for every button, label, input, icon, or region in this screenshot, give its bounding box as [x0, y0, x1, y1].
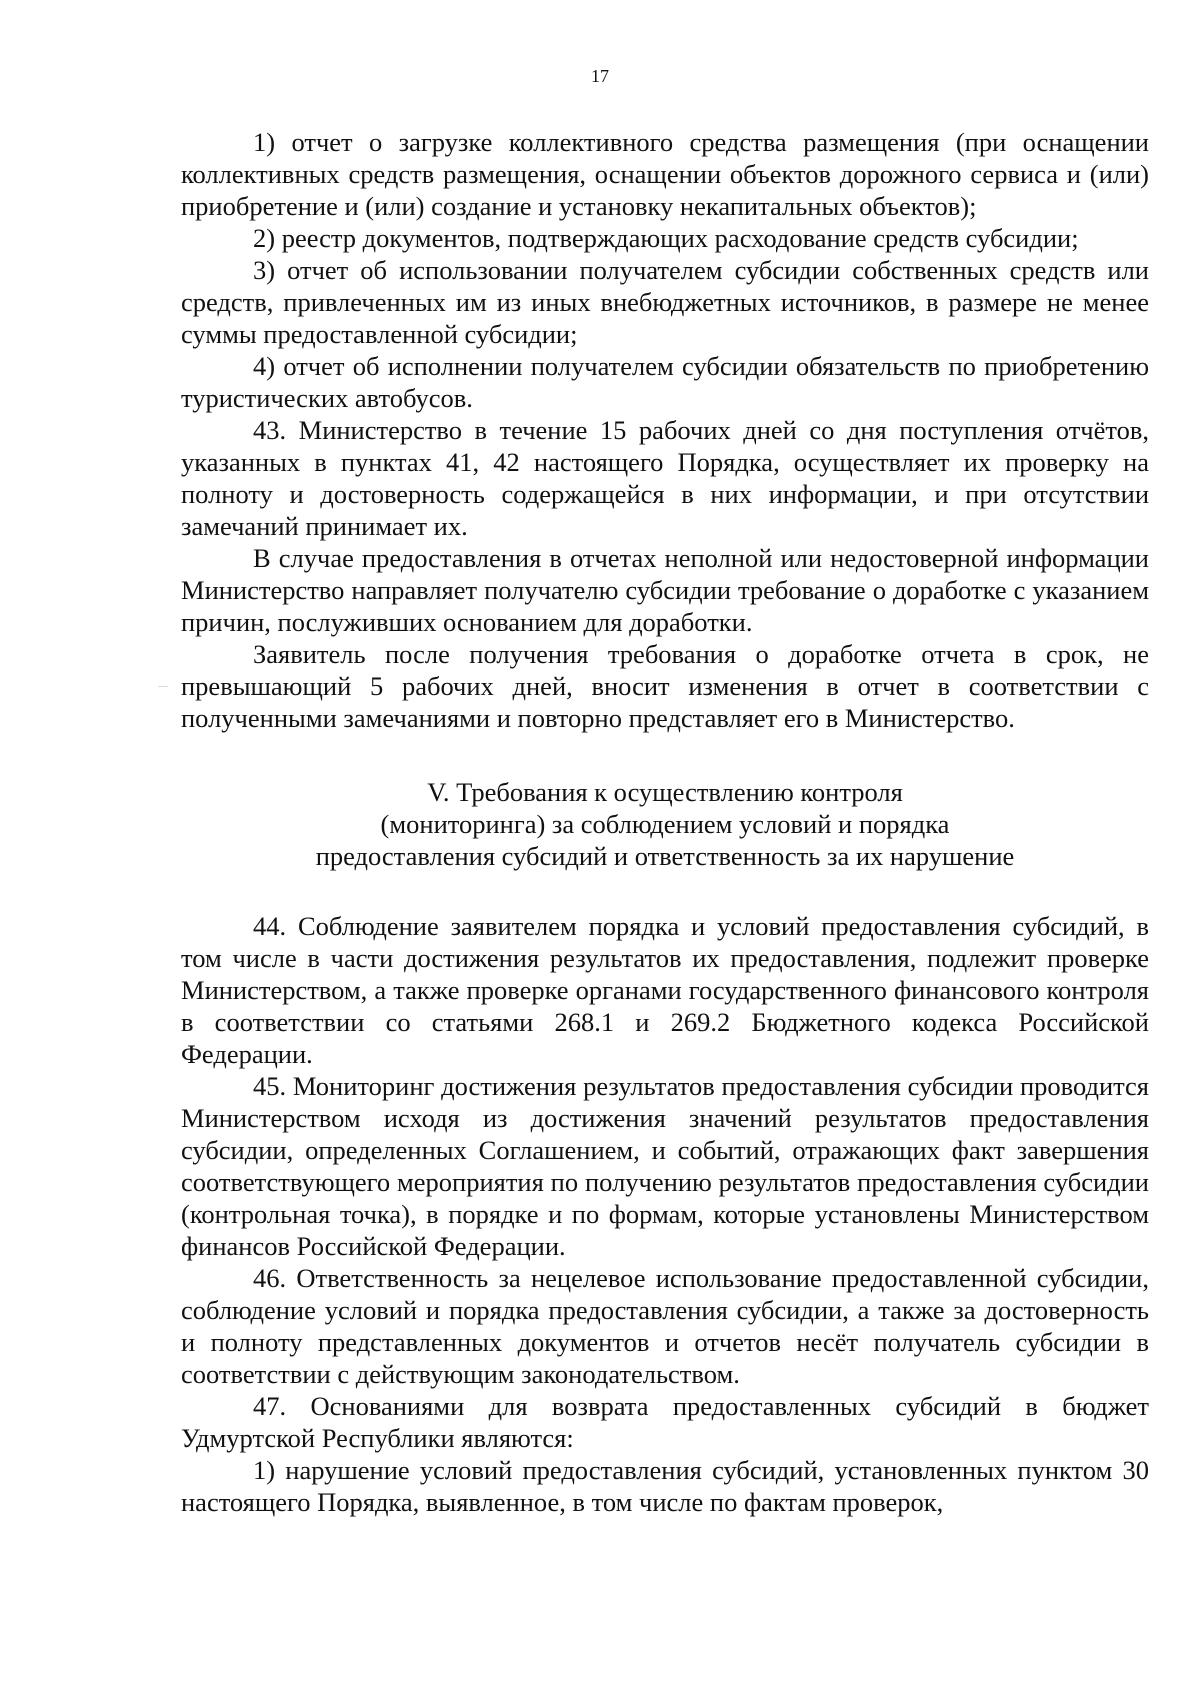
paragraph-46: 46. Ответственность за нецелевое использование предоставленной субсидии, соблюдение условий и порядка предоставления субсидии, а также за достоверность и полноту представленных документов и отчетов несёт получатель субсидии в соответствии с действующим законодательством. — [181, 1263, 1149, 1389]
paragraph-report-buses: 4) отчет об исполнении получателем субсидии обязательств по приобретению туристических автобусов. — [181, 351, 1149, 413]
document-body — [181, 126, 1149, 1518]
section-heading-line-3: предоставления субсидий и ответственность за их нарушение — [315, 841, 1015, 871]
section-heading-line-2: (мониторинга) за соблюдением условий и порядка — [380, 809, 950, 839]
paragraph-43-revision: Заявитель после получения требования о доработке отчета в срок, не превышающий 5 рабочих дней, вносит изменения в отчет в соответствии с полученными замечаниями и повторно представляет его в Министерство. — [181, 639, 1149, 733]
paragraph-45: 45. Мониторинг достижения результатов предоставления субсидии проводится Министерством исходя из достижения значений результатов предоставления субсидии, определенных Соглашением, и событий, отражающих факт завершения соответствующего мероприятия по получению результатов предоставления субсидии (контрольная точка), в порядке и по формам, которые установлены Министерством финансов Российской Федерации. — [181, 1071, 1149, 1261]
paragraph-43-incomplete-info: В случае предоставления в отчетах неполной или недостоверной информации Министерство направляет получателю субсидии требование о доработке с указанием причин, послуживших основанием для доработки. — [181, 543, 1149, 637]
paragraph-47-item-1: 1) нарушение условий предоставления субсидий, установленных пунктом 30 настоящего Порядка, выявленное, в том числе по фактам проверок, — [181, 1455, 1149, 1517]
section-heading-line-1: V. Требования к осуществлению контроля — [427, 777, 903, 807]
paragraph-report-occupancy: 1) отчет о загрузке коллективного средства размещения (при оснащении коллективных средств размещения, оснащении объектов дорожного сервиса и (или) приобретение и (или) создание и установку некапитальных объектов); — [181, 127, 1149, 221]
paragraph-report-own-funds: 3) отчет об использовании получателем субсидии собственных средств или средств, привлеченных им из иных внебюджетных источников, в размере не менее суммы предоставленной субсидии; — [181, 255, 1149, 349]
scan-mark — [158, 686, 168, 687]
paragraph-register-documents: 2) реестр документов, подтверждающих расходование средств субсидии; — [253, 223, 1079, 253]
paragraph-43: 43. Министерство в течение 15 рабочих дней со дня поступления отчётов, указанных в пунктах 41, 42 настоящего Порядка, осуществляет их проверку на полноту и достоверность содержащейся в них информации, и при отсутствии замечаний принимает их. — [181, 415, 1149, 541]
page-number: 17 — [591, 66, 609, 86]
paragraph-47: 47. Основаниями для возврата предоставленных субсидий в бюджет Удмуртской Республики являются: — [181, 1391, 1149, 1453]
section-heading — [181, 776, 1149, 872]
paragraph-44: 44. Соблюдение заявителем порядка и условий предоставления субсидий, в том числе в части достижения результатов их предоставления, подлежит проверке Министерством, а также проверке органами государственного финансового контроля в соответствии со статьями 268.1 и 269.2 Бюджетного кодекса Российской Федерации. — [181, 911, 1149, 1069]
